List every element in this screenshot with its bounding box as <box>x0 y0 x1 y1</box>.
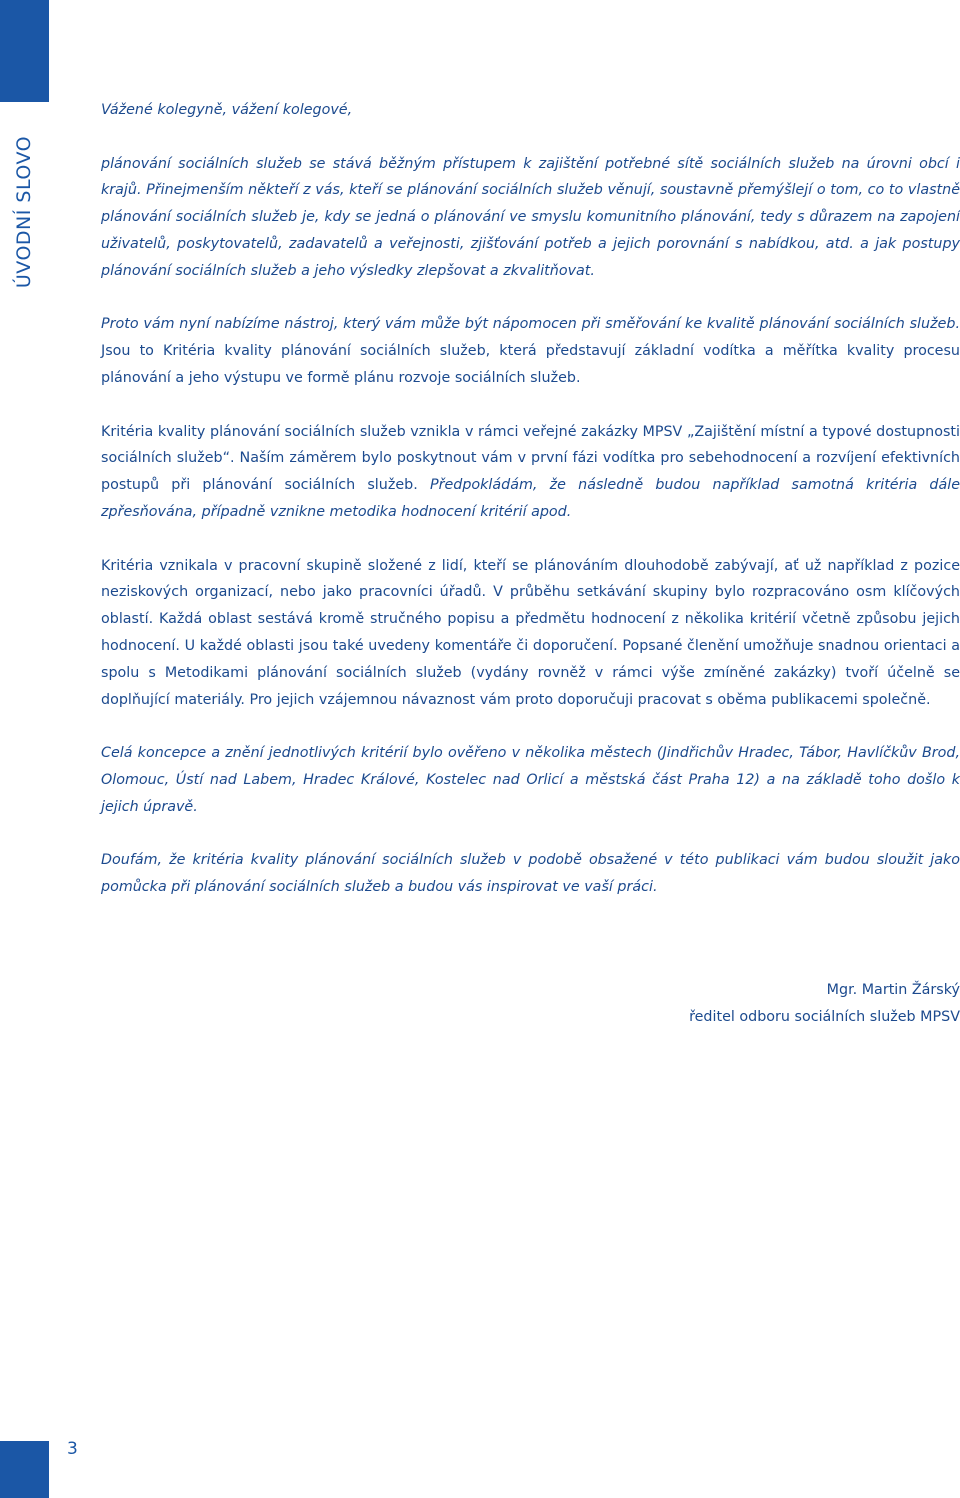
paragraph-2-italic: Proto vám nyní nabízíme nástroj, který vám může být nápomocen při směřování ke kvalitě plánování sociálních služeb. <box>101 316 960 333</box>
signature-name: Mgr. Martin Žárský <box>826 982 960 998</box>
section-heading: ÚVODNÍ SLOVO <box>13 135 35 289</box>
paragraph-4-text: Kritéria vznikala v pracovní skupině složené z lidí, kteří se plánováním dlouhodobě zabývají, ať už například z pozice neziskových organizací, nebo jako pracovníci úřadů. V průběhu setkávání skupiny bylo rozpracováno osm klíčových oblastí. Každá oblast sestává kromě stručného popisu a předmětu hodnocení z několika kritérií včetně způsobu jejich hodnocení. U každé oblasti jsou také uvedeny komentáře či doporučení. Popsané členění umožňuje snadnou orientaci a spolu s Metodikami plánování sociálních služeb (vydány rovněž v rámci výše zmíněné zakázky) tvoří účelně se doplňující materiály. Pro jejich vzájemnou návaznost vám proto doporučuji pracovat s oběma publikacemi společně. <box>101 557 960 708</box>
paragraph-3 <box>101 419 960 526</box>
signature-block <box>560 977 960 1031</box>
paragraph-2 <box>101 311 960 391</box>
paragraph-1-text: plánování sociálních služeb se stává běžným přístupem k zajištění potřebné sítě sociálních služeb na úrovni obcí i krajů. Přinejmenším někteří z vás, kteří se plánování sociálních služeb věnují, soustavně přemýšlejí o tom, co to vlastně plánování sociálních služeb je, kdy se jedná o plánování ve smyslu komunitního plánování, tedy s důrazem na zapojení uživatelů, poskytovatelů, zadavatelů a veřejnosti, zjišťování potřeb a jejich porovnání s nabídkou, atd. a jak postupy plánování sociálních služeb a jeho výsledky zlepšovat a zkvalitňovat. <box>101 155 960 279</box>
paragraph-3-italic: Předpokládám, že následně budou například samotná kritéria dále zpřesňována, případně vznikne metodika hodnocení kritérií apod. <box>101 477 960 520</box>
signature-title: ředitel odboru sociálních služeb MPSV <box>689 1008 960 1025</box>
sidebar-accent-bottom <box>0 1441 49 1498</box>
salutation: Vážené kolegyně, vážení kolegové, <box>101 102 353 118</box>
sidebar-accent-top <box>0 0 49 102</box>
paragraph-1 <box>101 151 960 285</box>
paragraph-6-text: Doufám, že kritéria kvality plánování sociálních služeb v podobě obsažené v této publikaci vám budou sloužit jako pomůcka při plánování sociálních služeb a budou vás inspirovat ve vaší práci. <box>101 852 960 896</box>
paragraph-5-text: Celá koncepce a znění jednotlivých kritérií bylo ověřeno v několika městech (Jindřichův Hradec, Tábor, Havlíčkův Brod, Olomouc, Ústí nad Labem, Hradec Králové, Kostelec nad Orlicí a městská část Praha 12) a na základě toho došlo k jejich úpravě. <box>101 745 960 815</box>
paragraph-5 <box>101 740 960 820</box>
paragraph-3-normal: Kritéria kvality plánování sociálních služeb vznikla v rámci veřejné zakázky MPSV „Zajištění místní a typové dostupnosti sociálních služeb“. Naším záměrem bylo poskytnout vám v první fázi vodítka pro sebehodnocení a rozvíjení efektivních postupů při plánování sociálních služeb. <box>101 423 960 494</box>
paragraph-4 <box>101 553 960 714</box>
page-number: 3 <box>67 1439 78 1459</box>
letter-body <box>101 97 960 901</box>
paragraph-6 <box>101 847 960 901</box>
paragraph-2-normal: Jsou to Kritéria kvality plánování sociálních služeb, která představují základní vodítka a měřítka kvality procesu plánování a jeho výstupu ve formě plánu rozvoje sociálních služeb. <box>101 343 960 386</box>
